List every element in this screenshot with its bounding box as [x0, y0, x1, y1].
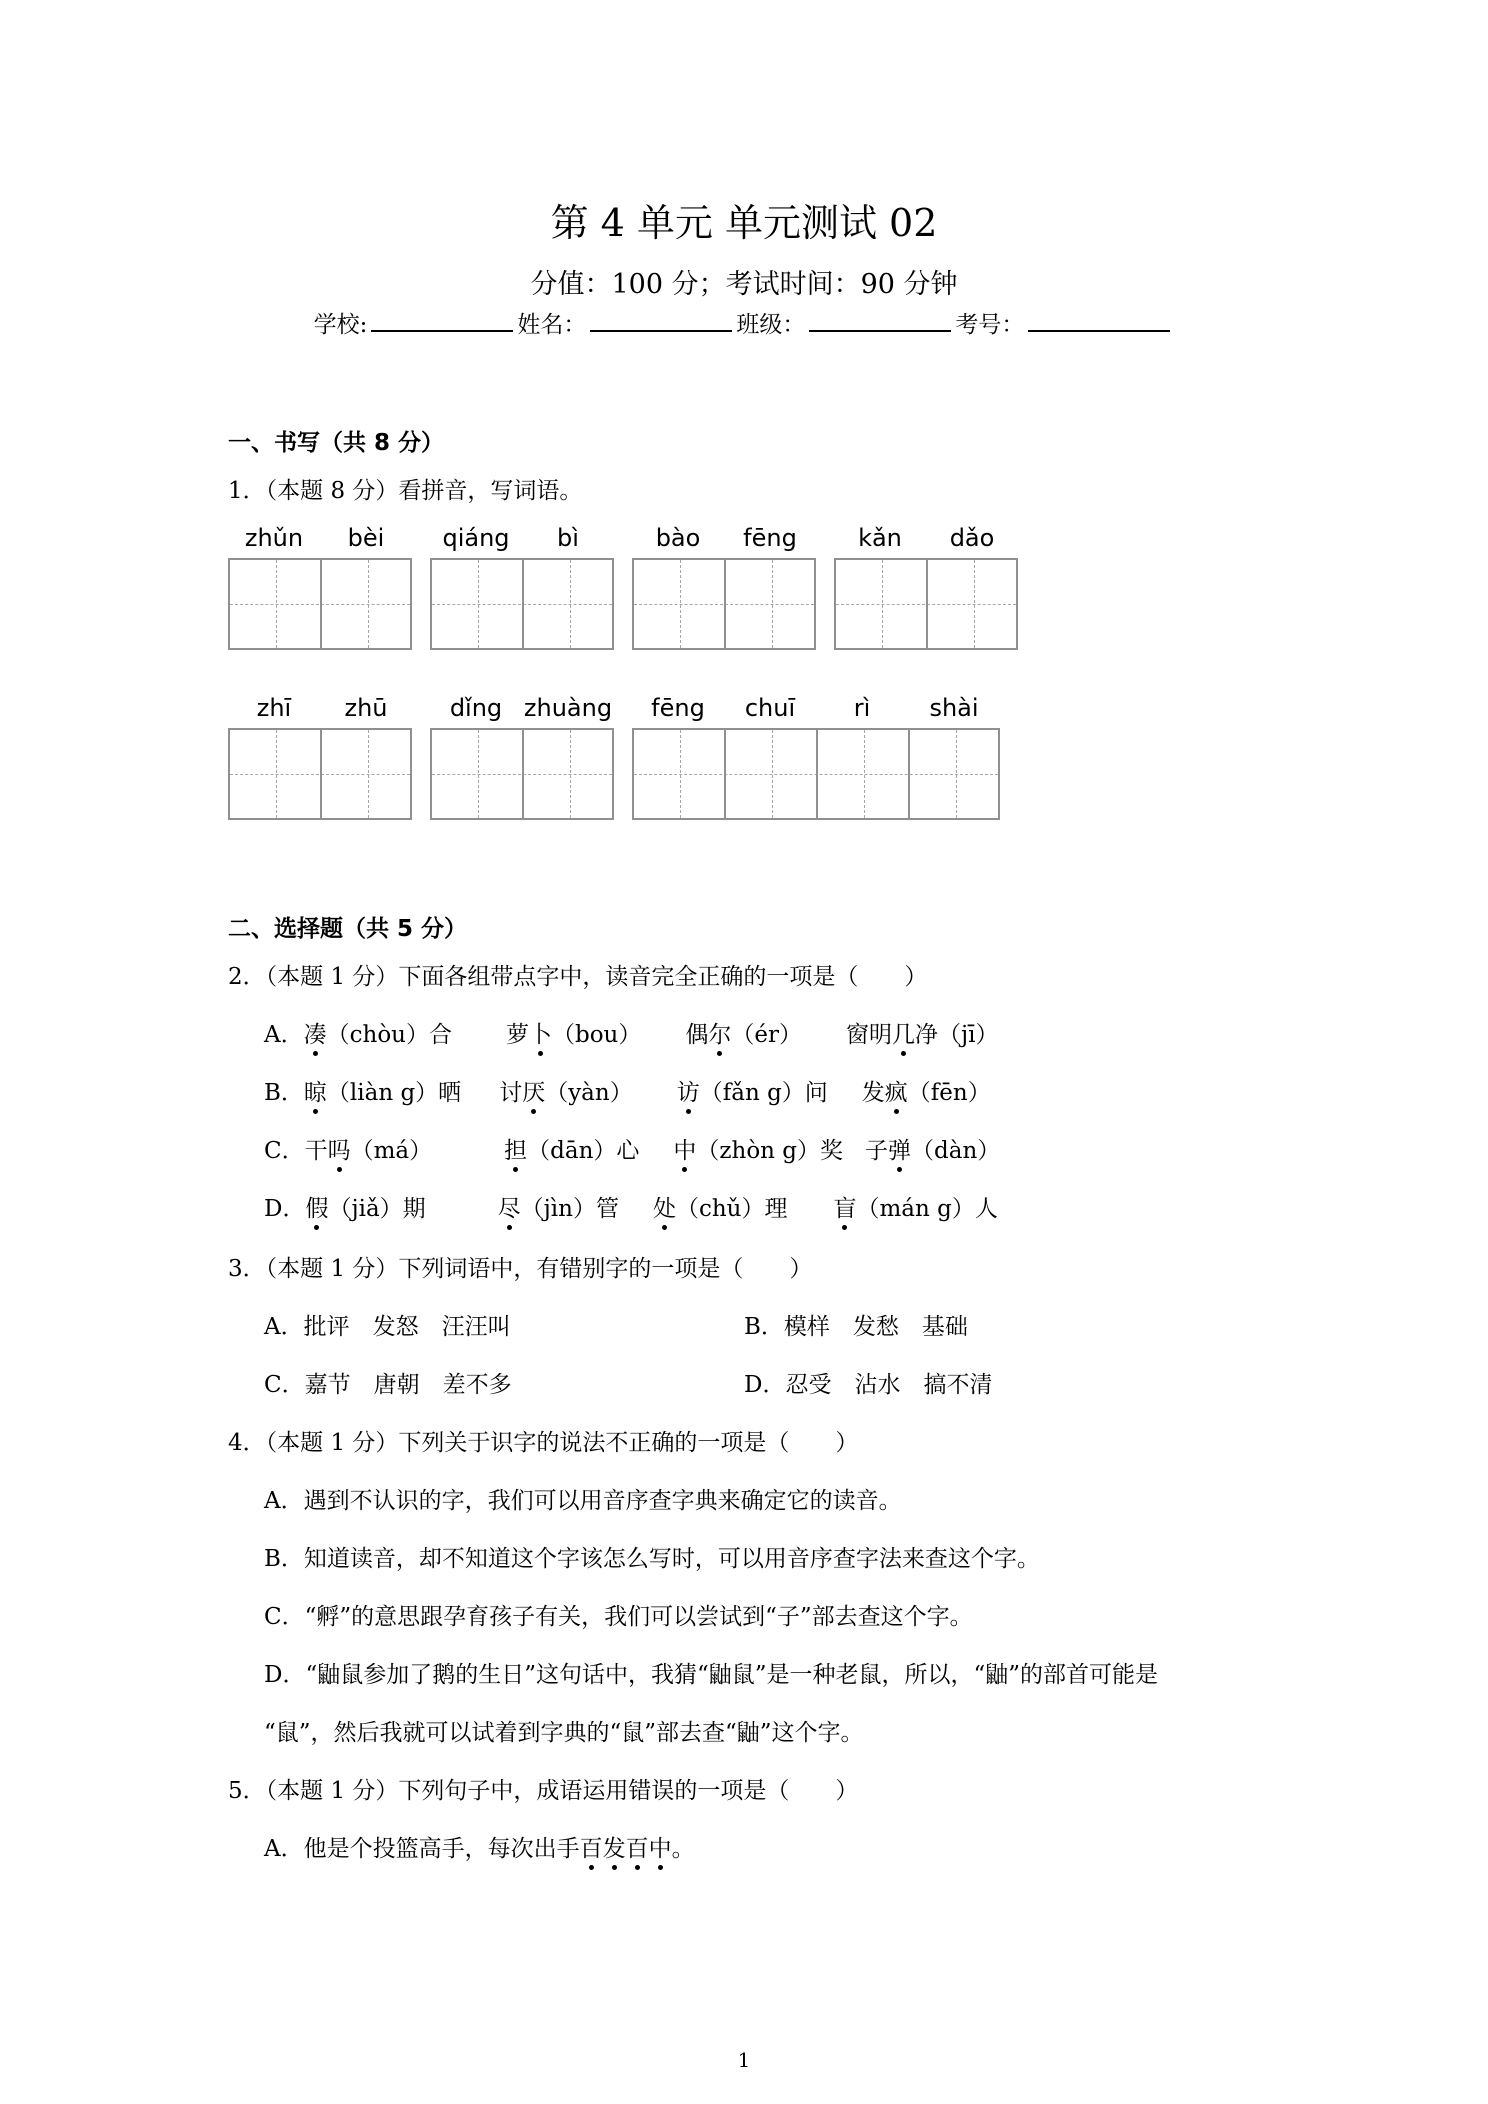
pinyin-label: zhī: [256, 694, 292, 722]
writing-box[interactable]: [632, 728, 1000, 820]
pinyin-label: chuī: [744, 694, 796, 722]
page-number: 1: [737, 2048, 751, 2072]
question-3-option-b[interactable]: B．模样 发愁 基础: [744, 1314, 968, 1340]
pinyin-label: dǐng: [449, 694, 503, 722]
writing-box[interactable]: [228, 558, 412, 650]
pinyin-label: zhuàng: [523, 694, 613, 722]
question-5-option-a[interactable]: A．他是个投篮高手，每次出手百发百中。: [264, 1830, 695, 1863]
question-3-option-a[interactable]: A．批评 发怒 汪汪叫: [264, 1314, 511, 1340]
school-field[interactable]: [371, 306, 513, 332]
question-2-option-c[interactable]: C．干吗（má） 担（dān）心 中（zhòn g）奖 子弹（dàn）: [264, 1132, 1000, 1165]
section-heading-writing: 一、书写（共 8 分）: [228, 430, 445, 456]
writing-box[interactable]: [430, 558, 614, 650]
question-2-option-d[interactable]: D．假（jiǎ）期 尽（jìn）管 处（chǔ）理 盲（mán g）人: [264, 1190, 998, 1223]
pinyin-label: kǎn: [858, 524, 902, 552]
school-label: 学校:: [313, 312, 368, 338]
question-4-option-d-continued: “鼠”，然后我就可以试着到字典的“鼠”部去查“鼬”这个字。: [264, 1720, 864, 1746]
name-label: 姓名：: [517, 312, 587, 338]
writing-box[interactable]: [228, 728, 412, 820]
name-field[interactable]: [590, 306, 732, 332]
pinyin-label: bào: [655, 524, 701, 552]
page-title: 第 4 单元 单元测试 02: [550, 201, 938, 245]
question-3-option-c[interactable]: C．嘉节 唐朝 差不多: [264, 1372, 512, 1398]
question-4-option-c[interactable]: C．“孵”的意思跟孕育孩子有关，我们可以尝试到“子”部去查这个字。: [264, 1604, 973, 1630]
pinyin-label: qiáng: [442, 524, 510, 552]
student-info-line: [0, 306, 1488, 339]
question-5: 5．（本题 1 分）下列句子中，成语运用错误的一项是（ ）: [228, 1778, 859, 1804]
question-4-option-d[interactable]: D．“鼬鼠参加了鹅的生日”这句话中，我猜“鼬鼠”是一种老鼠，所以，“鼬”的部首可能是: [264, 1662, 1158, 1688]
pinyin-label: dǎo: [949, 524, 995, 552]
question-3: 3．（本题 1 分）下列词语中，有错别字的一项是（ ）: [228, 1256, 813, 1282]
writing-box[interactable]: [834, 558, 1018, 650]
pinyin-label: shài: [929, 694, 979, 722]
class-field[interactable]: [809, 306, 951, 332]
writing-box[interactable]: [430, 728, 614, 820]
exam-number-field[interactable]: [1028, 306, 1170, 332]
class-label: 班级：: [736, 312, 806, 338]
exam-meta: 分值：100 分；考试时间：90 分钟: [530, 269, 958, 300]
pinyin-label: fēng: [651, 694, 705, 722]
question-2: 2．（本题 1 分）下面各组带点字中，读音完全正确的一项是（ ）: [228, 964, 928, 990]
pinyin-label: bèi: [347, 524, 385, 552]
question-4: 4．（本题 1 分）下列关于识字的说法不正确的一项是（ ）: [228, 1430, 859, 1456]
pinyin-label: bì: [557, 524, 579, 552]
question-2-option-b[interactable]: B．晾（liàn g）晒 讨厌（yàn） 访（fǎn g）问 发疯（fēn）: [264, 1074, 991, 1107]
question-4-option-b[interactable]: B．知道读音，却不知道这个字该怎么写时，可以用音序查字法来查这个字。: [264, 1546, 1040, 1572]
pinyin-label: zhǔn: [244, 524, 304, 552]
section-heading-choice: 二、选择题（共 5 分）: [228, 916, 468, 942]
pinyin-label: fēng: [743, 524, 797, 552]
number-label: 考号：: [955, 312, 1025, 338]
pinyin-label: rì: [853, 694, 871, 722]
question-4-option-a[interactable]: A．遇到不认识的字，我们可以用音序查字典来确定它的读音。: [264, 1488, 902, 1514]
writing-box[interactable]: [632, 558, 816, 650]
pinyin-label: zhū: [344, 694, 388, 722]
question-1: 1．（本题 8 分）看拼音，写词语。: [228, 478, 583, 504]
question-2-option-a[interactable]: A．凑（chòu）合 萝卜（bou） 偶尔（ér） 窗明几净（jī）: [264, 1016, 998, 1049]
question-3-option-d[interactable]: D．忍受 沾水 搞不清: [744, 1372, 993, 1398]
